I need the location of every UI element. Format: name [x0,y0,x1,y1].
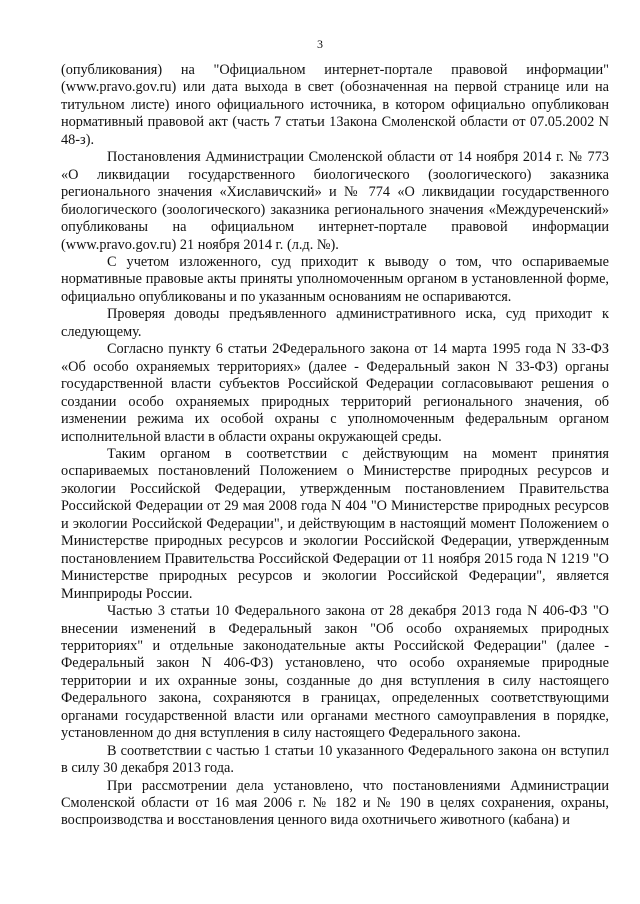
paragraph-continuation: (опубликования) на "Официальном интернет-портале правовой информации" (www.pravo.gov.ru) или дата выхода в свет (обозначенная на первой странице или на титульном листе) иного официального источника, в котором официально опубликован нормативный правовой акт (часть 7 статьи 1Закона Смоленской области от 07.05.2002 N 48-з). [61,62,609,148]
paragraph-federal-law-406: Частью 3 статьи 10 Федерального закона от 28 декабря 2013 года N 406-ФЗ "О внесении изменений в Федеральный закон "Об особо охраняемых природных территориях" и отдельные законодательные акты Российской Федерации" (далее - Федеральный закон N 406-ФЗ) установлено, что особо охраняемые природные территории и их охранные зоны, созданные до дня вступления в силу настоящего Федерального закона, сохраняются в границах, определенных соответствующими органами государственной власти или органами местного самоуправления в порядке, установленном до дня вступления в силу настоящего Федерального закона. [61,603,609,742]
paragraph-checking-arguments: Проверяя доводы предъявленного административного иска, суд приходит к следующему. [61,306,609,340]
paragraph-entry-into-force: В соответствии с частью 1 статьи 10 указанного Федерального закона он вступил в силу 30 декабря 2013 года. [61,742,609,777]
paragraph-ministry: Таким органом в соответствии с действующим на момент принятия оспариваемых постановлений Положением о Министерстве природных ресурсов и экологии Российской Федерации, утвержденным постановлением Правительства Российской Федерации от 29 мая 2008 года N 404 "О Министерстве природных ресурсов и экологии Российской Федерации", и действующим в настоящий момент Положением о Министерстве природных ресурсов и экологии Российской Федерации, утвержденным постановлением Правительства Российской Федерации от 11 ноября 2015 года N 1219 "О Министерстве природных ресурсов и экологии Российской Федерации", является Минприроды России. [61,445,609,602]
page-number: 3 [317,37,323,51]
paragraph-case-established: При рассмотрении дела установлено, что постановлениями Администрации Смоленской области от 16 мая 2006 г. № 182 и № 190 в целях сохранения, охраны, воспроизводства и восстановления ценного вида охотничьего животного (кабана) и [61,777,609,829]
paragraph-federal-law-33: Согласно пункту 6 статьи 2Федерального закона от 14 марта 1995 года N 33-ФЗ «Об особо охраняемых территориях» (далее - Федеральный закон N 33-ФЗ) органы государственной власти субъектов Российской Федерации согласовывают решения о создании особо охраняемых природных территорий регионального значения, об изменении режима их особой охраны с уполномоченным федеральным органом исполнительной власти в области охраны окружающей среды. [61,341,609,445]
paragraph-resolutions: Постановления Администрации Смоленской области от 14 ноября 2014 г. № 773 «О ликвидации государственного биологического (зоологического) заказника регионального значения «Хиславичский» и № 774 «О ликвидации государственного биологического (зоологического) заказника регионального значения «Междуреченский» опубликованы на официальном интернет-портале правовой информации (www.pravo.gov.ru) 21 ноября 2014 г. (л.д. №). [61,149,609,253]
document-body [61,62,609,830]
paragraph-court-conclusion: С учетом изложенного, суд приходит к выводу о том, что оспариваемые нормативные правовые акты приняты уполномоченным органом в установленной форме, официально опубликованы и по указанным основаниям не оспариваются. [61,253,609,305]
